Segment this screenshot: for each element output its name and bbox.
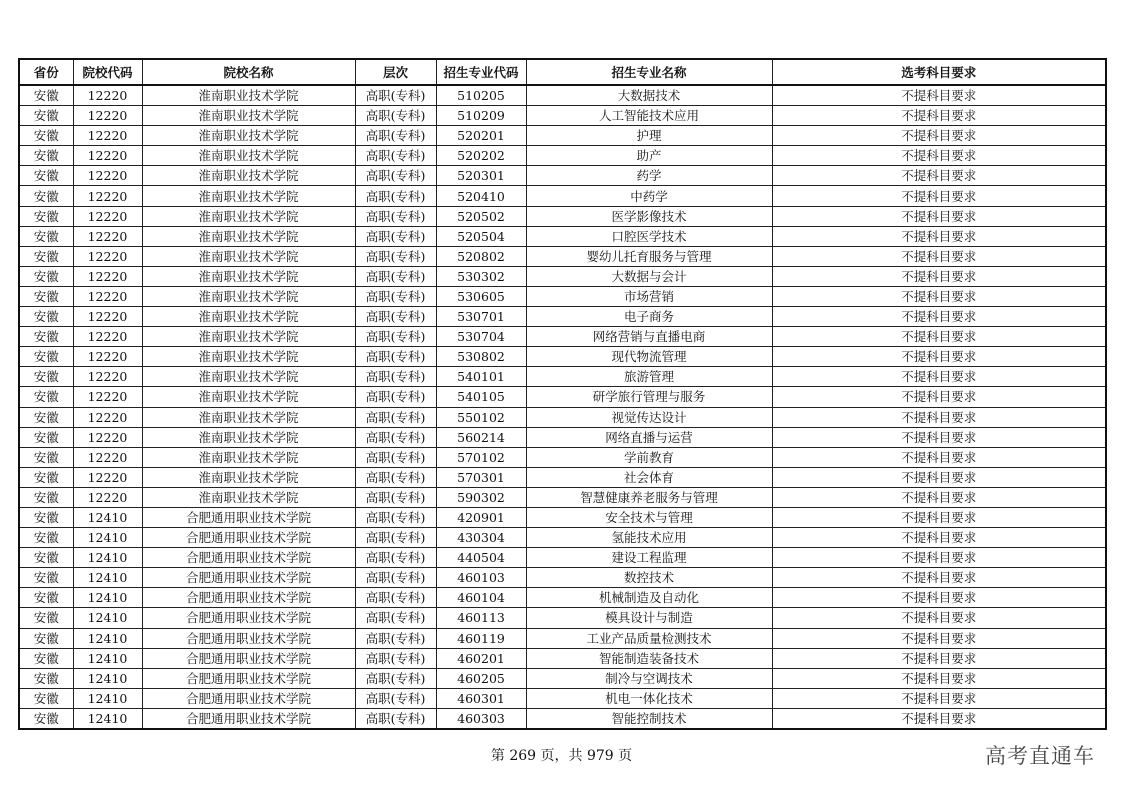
major-name-cell: 机械制造及自动化 <box>526 588 772 608</box>
table-row <box>19 347 1106 367</box>
major-name-cell: 口腔医学技术 <box>526 226 772 246</box>
major-code-cell: 520802 <box>436 246 526 266</box>
subject-requirement-cell: 不提科目要求 <box>772 548 1106 568</box>
table-row <box>19 507 1106 527</box>
subject-requirement-cell: 不提科目要求 <box>772 266 1106 286</box>
subject-requirement-cell: 不提科目要求 <box>772 327 1106 347</box>
major-name-cell: 助产 <box>526 146 772 166</box>
school-name-cell: 合肥通用职业技术学院 <box>142 708 355 729</box>
table-row <box>19 628 1106 648</box>
level-cell: 高职(专科) <box>355 126 436 146</box>
header-row <box>19 59 1106 85</box>
table-row <box>19 307 1106 327</box>
school-name-cell: 合肥通用职业技术学院 <box>142 507 355 527</box>
level-cell: 高职(专科) <box>355 708 436 729</box>
major-code-cell: 550102 <box>436 407 526 427</box>
province-cell: 安徽 <box>19 166 73 186</box>
major-code-cell: 460113 <box>436 608 526 628</box>
major-name-cell: 市场营销 <box>526 286 772 306</box>
major-code-cell: 520502 <box>436 206 526 226</box>
level-cell: 高职(专科) <box>355 427 436 447</box>
subject-requirement-cell: 不提科目要求 <box>772 467 1106 487</box>
province-cell: 安徽 <box>19 246 73 266</box>
province-cell: 安徽 <box>19 427 73 447</box>
subject-requirement-cell: 不提科目要求 <box>772 367 1106 387</box>
subject-requirement-cell: 不提科目要求 <box>772 166 1106 186</box>
table-header <box>19 59 1106 85</box>
school-name-cell: 合肥通用职业技术学院 <box>142 608 355 628</box>
school-code-cell: 12410 <box>73 608 142 628</box>
school-code-cell: 12410 <box>73 648 142 668</box>
major-code-cell: 520301 <box>436 166 526 186</box>
table-row <box>19 286 1106 306</box>
subject-requirement-cell: 不提科目要求 <box>772 688 1106 708</box>
level-cell: 高职(专科) <box>355 106 436 126</box>
table-row <box>19 588 1106 608</box>
table-row <box>19 568 1106 588</box>
province-cell: 安徽 <box>19 568 73 588</box>
school-code-cell: 12220 <box>73 186 142 206</box>
major-name-cell: 建设工程监理 <box>526 548 772 568</box>
school-name-cell: 淮南职业技术学院 <box>142 206 355 226</box>
school-name-cell: 淮南职业技术学院 <box>142 166 355 186</box>
major-name-cell: 旅游管理 <box>526 367 772 387</box>
level-cell: 高职(专科) <box>355 548 436 568</box>
subject-requirement-cell: 不提科目要求 <box>772 528 1106 548</box>
school-code-cell: 12410 <box>73 548 142 568</box>
major-code-cell: 460301 <box>436 688 526 708</box>
major-name-cell: 网络营销与直播电商 <box>526 327 772 347</box>
major-name-cell: 中药学 <box>526 186 772 206</box>
major-name-cell: 模具设计与制造 <box>526 608 772 628</box>
subject-requirement-cell: 不提科目要求 <box>772 106 1106 126</box>
major-name-cell: 大数据与会计 <box>526 266 772 286</box>
subject-requirement-cell: 不提科目要求 <box>772 186 1106 206</box>
subject-requirement-cell: 不提科目要求 <box>772 608 1106 628</box>
province-cell: 安徽 <box>19 186 73 206</box>
level-cell: 高职(专科) <box>355 166 436 186</box>
major-code-cell: 430304 <box>436 528 526 548</box>
level-cell: 高职(专科) <box>355 628 436 648</box>
major-code-cell: 460201 <box>436 648 526 668</box>
major-name-cell: 婴幼儿托育服务与管理 <box>526 246 772 266</box>
table-row <box>19 246 1106 266</box>
school-name-cell: 淮南职业技术学院 <box>142 106 355 126</box>
major-code-cell: 460205 <box>436 668 526 688</box>
subject-requirement-cell: 不提科目要求 <box>772 206 1106 226</box>
table-row <box>19 447 1106 467</box>
major-name-cell: 药学 <box>526 166 772 186</box>
major-name-cell: 数控技术 <box>526 568 772 588</box>
province-cell: 安徽 <box>19 447 73 467</box>
school-name-cell: 合肥通用职业技术学院 <box>142 548 355 568</box>
major-name-cell: 研学旅行管理与服务 <box>526 387 772 407</box>
province-cell: 安徽 <box>19 367 73 387</box>
major-name-cell: 电子商务 <box>526 307 772 327</box>
major-code-cell: 530302 <box>436 266 526 286</box>
level-cell: 高职(专科) <box>355 226 436 246</box>
school-name-cell: 淮南职业技术学院 <box>142 266 355 286</box>
school-name-cell: 合肥通用职业技术学院 <box>142 568 355 588</box>
subject-requirement-cell: 不提科目要求 <box>772 668 1106 688</box>
subject-requirement-cell: 不提科目要求 <box>772 487 1106 507</box>
table-row <box>19 387 1106 407</box>
level-cell: 高职(专科) <box>355 85 436 106</box>
major-code-cell: 530701 <box>436 307 526 327</box>
column-header: 院校名称 <box>142 59 355 85</box>
table-row <box>19 407 1106 427</box>
school-code-cell: 12410 <box>73 708 142 729</box>
major-name-cell: 网络直播与运营 <box>526 427 772 447</box>
major-name-cell: 机电一体化技术 <box>526 688 772 708</box>
subject-requirement-cell: 不提科目要求 <box>772 246 1106 266</box>
level-cell: 高职(专科) <box>355 487 436 507</box>
major-code-cell: 460119 <box>436 628 526 648</box>
province-cell: 安徽 <box>19 548 73 568</box>
province-cell: 安徽 <box>19 487 73 507</box>
province-cell: 安徽 <box>19 608 73 628</box>
subject-requirement-cell: 不提科目要求 <box>772 226 1106 246</box>
school-name-cell: 淮南职业技术学院 <box>142 146 355 166</box>
major-code-cell: 540101 <box>436 367 526 387</box>
province-cell: 安徽 <box>19 307 73 327</box>
major-code-cell: 530605 <box>436 286 526 306</box>
subject-requirement-cell: 不提科目要求 <box>772 628 1106 648</box>
table-row <box>19 668 1106 688</box>
subject-requirement-cell: 不提科目要求 <box>772 146 1106 166</box>
level-cell: 高职(专科) <box>355 447 436 467</box>
school-code-cell: 12220 <box>73 286 142 306</box>
school-code-cell: 12220 <box>73 85 142 106</box>
major-code-cell: 570301 <box>436 467 526 487</box>
province-cell: 安徽 <box>19 106 73 126</box>
school-code-cell: 12220 <box>73 407 142 427</box>
school-name-cell: 淮南职业技术学院 <box>142 246 355 266</box>
province-cell: 安徽 <box>19 146 73 166</box>
admissions-table <box>18 58 1107 730</box>
province-cell: 安徽 <box>19 126 73 146</box>
school-name-cell: 淮南职业技术学院 <box>142 387 355 407</box>
major-code-cell: 590302 <box>436 487 526 507</box>
level-cell: 高职(专科) <box>355 246 436 266</box>
school-code-cell: 12220 <box>73 266 142 286</box>
major-name-cell: 医学影像技术 <box>526 206 772 226</box>
major-code-cell: 460104 <box>436 588 526 608</box>
column-header: 院校代码 <box>73 59 142 85</box>
school-code-cell: 12220 <box>73 387 142 407</box>
table-row <box>19 688 1106 708</box>
province-cell: 安徽 <box>19 327 73 347</box>
table-row <box>19 266 1106 286</box>
level-cell: 高职(专科) <box>355 347 436 367</box>
subject-requirement-cell: 不提科目要求 <box>772 588 1106 608</box>
major-name-cell: 视觉传达设计 <box>526 407 772 427</box>
school-code-cell: 12410 <box>73 688 142 708</box>
major-code-cell: 520202 <box>436 146 526 166</box>
table-row <box>19 106 1106 126</box>
province-cell: 安徽 <box>19 206 73 226</box>
province-cell: 安徽 <box>19 286 73 306</box>
subject-requirement-cell: 不提科目要求 <box>772 126 1106 146</box>
level-cell: 高职(专科) <box>355 608 436 628</box>
major-code-cell: 560214 <box>436 427 526 447</box>
subject-requirement-cell: 不提科目要求 <box>772 507 1106 527</box>
school-code-cell: 12220 <box>73 126 142 146</box>
column-header: 招生专业代码 <box>436 59 526 85</box>
major-code-cell: 520410 <box>436 186 526 206</box>
school-name-cell: 淮南职业技术学院 <box>142 307 355 327</box>
table-body <box>19 85 1106 729</box>
major-name-cell: 智能控制技术 <box>526 708 772 729</box>
school-code-cell: 12220 <box>73 327 142 347</box>
table-row <box>19 166 1106 186</box>
school-name-cell: 合肥通用职业技术学院 <box>142 688 355 708</box>
school-code-cell: 12410 <box>73 588 142 608</box>
province-cell: 安徽 <box>19 588 73 608</box>
school-name-cell: 合肥通用职业技术学院 <box>142 588 355 608</box>
table-row <box>19 487 1106 507</box>
major-code-cell: 520201 <box>436 126 526 146</box>
province-cell: 安徽 <box>19 85 73 106</box>
school-code-cell: 12220 <box>73 106 142 126</box>
level-cell: 高职(专科) <box>355 186 436 206</box>
school-name-cell: 淮南职业技术学院 <box>142 126 355 146</box>
major-name-cell: 氢能技术应用 <box>526 528 772 548</box>
table-row <box>19 85 1106 106</box>
table-row <box>19 206 1106 226</box>
major-code-cell: 530802 <box>436 347 526 367</box>
province-cell: 安徽 <box>19 528 73 548</box>
column-header: 招生专业名称 <box>526 59 772 85</box>
table-row <box>19 427 1106 447</box>
level-cell: 高职(专科) <box>355 146 436 166</box>
level-cell: 高职(专科) <box>355 407 436 427</box>
school-code-cell: 12220 <box>73 367 142 387</box>
major-name-cell: 社会体育 <box>526 467 772 487</box>
major-code-cell: 420901 <box>436 507 526 527</box>
school-name-cell: 淮南职业技术学院 <box>142 226 355 246</box>
province-cell: 安徽 <box>19 507 73 527</box>
level-cell: 高职(专科) <box>355 206 436 226</box>
school-code-cell: 12410 <box>73 568 142 588</box>
school-code-cell: 12410 <box>73 507 142 527</box>
subject-requirement-cell: 不提科目要求 <box>772 427 1106 447</box>
school-name-cell: 淮南职业技术学院 <box>142 467 355 487</box>
school-code-cell: 12410 <box>73 528 142 548</box>
school-name-cell: 淮南职业技术学院 <box>142 186 355 206</box>
level-cell: 高职(专科) <box>355 467 436 487</box>
table-row <box>19 327 1106 347</box>
column-header: 省份 <box>19 59 73 85</box>
major-name-cell: 大数据技术 <box>526 85 772 106</box>
major-code-cell: 510209 <box>436 106 526 126</box>
table-row <box>19 528 1106 548</box>
level-cell: 高职(专科) <box>355 588 436 608</box>
subject-requirement-cell: 不提科目要求 <box>772 568 1106 588</box>
school-name-cell: 淮南职业技术学院 <box>142 487 355 507</box>
watermark-logo-text: 高考直通车 <box>985 744 1095 768</box>
school-code-cell: 12220 <box>73 206 142 226</box>
school-name-cell: 淮南职业技术学院 <box>142 447 355 467</box>
province-cell: 安徽 <box>19 708 73 729</box>
subject-requirement-cell: 不提科目要求 <box>772 407 1106 427</box>
subject-requirement-cell: 不提科目要求 <box>772 708 1106 729</box>
major-code-cell: 440504 <box>436 548 526 568</box>
province-cell: 安徽 <box>19 226 73 246</box>
major-code-cell: 460103 <box>436 568 526 588</box>
subject-requirement-cell: 不提科目要求 <box>772 347 1106 367</box>
school-code-cell: 12220 <box>73 467 142 487</box>
subject-requirement-cell: 不提科目要求 <box>772 648 1106 668</box>
table-row <box>19 367 1106 387</box>
table-row <box>19 708 1106 729</box>
level-cell: 高职(专科) <box>355 648 436 668</box>
major-name-cell: 工业产品质量检测技术 <box>526 628 772 648</box>
province-cell: 安徽 <box>19 668 73 688</box>
major-name-cell: 安全技术与管理 <box>526 507 772 527</box>
level-cell: 高职(专科) <box>355 367 436 387</box>
major-code-cell: 570102 <box>436 447 526 467</box>
school-name-cell: 合肥通用职业技术学院 <box>142 528 355 548</box>
table-row <box>19 186 1106 206</box>
level-cell: 高职(专科) <box>355 286 436 306</box>
school-code-cell: 12220 <box>73 427 142 447</box>
school-code-cell: 12220 <box>73 347 142 367</box>
level-cell: 高职(专科) <box>355 568 436 588</box>
level-cell: 高职(专科) <box>355 307 436 327</box>
school-name-cell: 合肥通用职业技术学院 <box>142 668 355 688</box>
major-code-cell: 520504 <box>436 226 526 246</box>
table-row <box>19 648 1106 668</box>
province-cell: 安徽 <box>19 266 73 286</box>
level-cell: 高职(专科) <box>355 387 436 407</box>
major-name-cell: 制冷与空调技术 <box>526 668 772 688</box>
table-row <box>19 608 1106 628</box>
province-cell: 安徽 <box>19 628 73 648</box>
school-code-cell: 12220 <box>73 487 142 507</box>
level-cell: 高职(专科) <box>355 688 436 708</box>
school-name-cell: 淮南职业技术学院 <box>142 327 355 347</box>
level-cell: 高职(专科) <box>355 528 436 548</box>
school-name-cell: 淮南职业技术学院 <box>142 286 355 306</box>
province-cell: 安徽 <box>19 407 73 427</box>
province-cell: 安徽 <box>19 648 73 668</box>
page-number: 第 269 页，共 979 页 <box>490 748 633 764</box>
major-name-cell: 智能制造装备技术 <box>526 648 772 668</box>
school-code-cell: 12220 <box>73 226 142 246</box>
level-cell: 高职(专科) <box>355 507 436 527</box>
table-row <box>19 226 1106 246</box>
school-code-cell: 12220 <box>73 246 142 266</box>
table-row <box>19 467 1106 487</box>
school-code-cell: 12220 <box>73 307 142 327</box>
school-code-cell: 12220 <box>73 146 142 166</box>
province-cell: 安徽 <box>19 347 73 367</box>
subject-requirement-cell: 不提科目要求 <box>772 85 1106 106</box>
school-name-cell: 淮南职业技术学院 <box>142 367 355 387</box>
major-name-cell: 现代物流管理 <box>526 347 772 367</box>
major-name-cell: 智慧健康养老服务与管理 <box>526 487 772 507</box>
school-name-cell: 淮南职业技术学院 <box>142 407 355 427</box>
major-code-cell: 540105 <box>436 387 526 407</box>
major-name-cell: 学前教育 <box>526 447 772 467</box>
table-row <box>19 126 1106 146</box>
school-code-cell: 12220 <box>73 166 142 186</box>
province-cell: 安徽 <box>19 467 73 487</box>
column-header: 选考科目要求 <box>772 59 1106 85</box>
school-code-cell: 12410 <box>73 628 142 648</box>
school-name-cell: 合肥通用职业技术学院 <box>142 648 355 668</box>
major-code-cell: 460303 <box>436 708 526 729</box>
table-row <box>19 146 1106 166</box>
school-name-cell: 淮南职业技术学院 <box>142 347 355 367</box>
subject-requirement-cell: 不提科目要求 <box>772 387 1106 407</box>
table-row <box>19 548 1106 568</box>
level-cell: 高职(专科) <box>355 266 436 286</box>
school-name-cell: 淮南职业技术学院 <box>142 427 355 447</box>
school-name-cell: 淮南职业技术学院 <box>142 85 355 106</box>
level-cell: 高职(专科) <box>355 327 436 347</box>
level-cell: 高职(专科) <box>355 668 436 688</box>
subject-requirement-cell: 不提科目要求 <box>772 286 1106 306</box>
major-name-cell: 护理 <box>526 126 772 146</box>
subject-requirement-cell: 不提科目要求 <box>772 307 1106 327</box>
school-code-cell: 12410 <box>73 668 142 688</box>
column-header: 层次 <box>355 59 436 85</box>
school-name-cell: 合肥通用职业技术学院 <box>142 628 355 648</box>
major-name-cell: 人工智能技术应用 <box>526 106 772 126</box>
school-code-cell: 12220 <box>73 447 142 467</box>
subject-requirement-cell: 不提科目要求 <box>772 447 1106 467</box>
major-code-cell: 530704 <box>436 327 526 347</box>
province-cell: 安徽 <box>19 387 73 407</box>
major-code-cell: 510205 <box>436 85 526 106</box>
province-cell: 安徽 <box>19 688 73 708</box>
